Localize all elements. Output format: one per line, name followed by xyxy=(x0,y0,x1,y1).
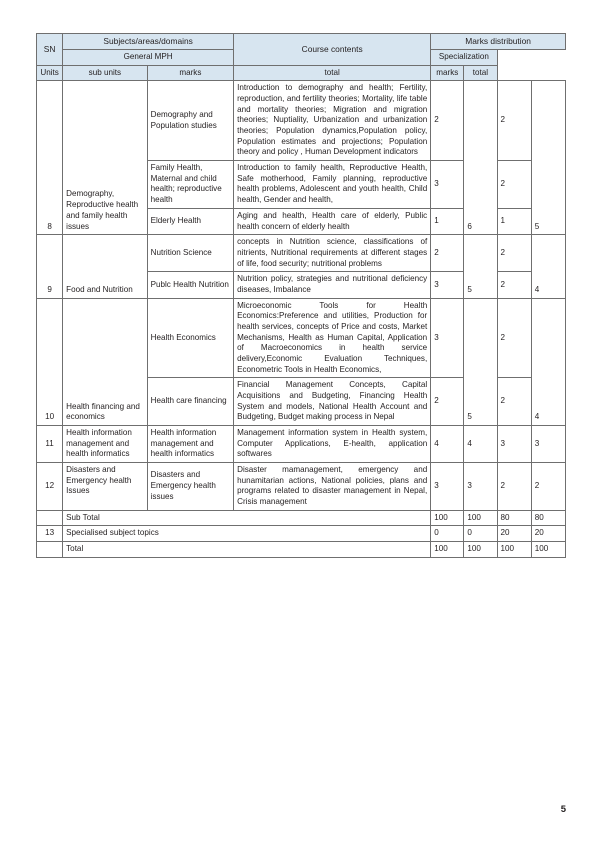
row-course-content: Nutrition policy, strategies and nutritional deficiency diseases, Imbalance xyxy=(234,272,431,298)
row-sn: 9 xyxy=(37,235,63,298)
summary-label: Total xyxy=(63,541,431,557)
row-general-mph-marks: 3 xyxy=(431,272,464,298)
header-sn: SN xyxy=(37,34,63,66)
row-general-mph-total: 6 xyxy=(464,81,497,235)
row-unit: Disasters and Emergency health Issues xyxy=(63,462,147,510)
row-general-mph-marks: 3 xyxy=(431,462,464,510)
header-specialization: Specialization xyxy=(431,50,497,66)
header-general-mph: General MPH xyxy=(63,50,234,66)
row-course-content: Aging and health, Health care of elderly, Public health concern of elderly health xyxy=(234,208,431,234)
row-general-mph-marks: 2 xyxy=(431,81,464,161)
row-specialization-marks: 2 xyxy=(497,161,531,209)
row-general-mph-total: 5 xyxy=(464,235,497,298)
header-specialization-marks: marks xyxy=(431,65,464,81)
row-sn: 11 xyxy=(37,425,63,462)
summary-specialization-marks: 100 xyxy=(497,541,531,557)
row-specialization-total: 5 xyxy=(531,81,565,235)
row-sub-unit: Health Economics xyxy=(147,298,234,378)
summary-row xyxy=(37,541,566,557)
row-specialization-marks: 3 xyxy=(497,425,531,462)
row-course-content: Management information system in Health system, Computer Applications, E-health, application softwares xyxy=(234,425,431,462)
row-specialization-marks: 2 xyxy=(497,462,531,510)
row-specialization-marks: 2 xyxy=(497,81,531,161)
header-subjects-areas-domains: Subjects/areas/domains xyxy=(63,34,234,50)
table-row xyxy=(37,298,566,378)
row-general-mph-marks: 1 xyxy=(431,208,464,234)
row-general-mph-marks: 3 xyxy=(431,161,464,209)
row-specialization-marks: 1 xyxy=(497,208,531,234)
row-course-content: concepts in Nutrition science, classifications of nitrients, Nutritional requirements at different stages of life, food security; nutritional problems xyxy=(234,235,431,272)
summary-label: Sub Total xyxy=(63,510,431,526)
row-course-content: Microeconomic Tools for Health Economics:Preference and utilities, Production for health services, concepts of Price and costs, Market Mechanisms, Health as Human Capital, Application of Macroeconomics in health service delivery,Economic Evaluation Techniques, Econometric Tools in Health Economics, xyxy=(234,298,431,378)
row-sub-unit: Health care financing xyxy=(147,378,234,426)
row-specialization-total: 4 xyxy=(531,298,565,425)
summary-general-mph-total: 100 xyxy=(464,510,497,526)
header-row-1 xyxy=(37,34,566,50)
header-specialization-total: total xyxy=(464,65,497,81)
row-specialization-total: 2 xyxy=(531,462,565,510)
row-sub-unit: Nutrition Science xyxy=(147,235,234,272)
row-specialization-marks: 2 xyxy=(497,378,531,426)
summary-general-mph-total: 0 xyxy=(464,526,497,542)
header-course-contents: Course contents xyxy=(234,34,431,66)
header-general-mph-marks: marks xyxy=(147,65,234,81)
row-general-mph-total: 4 xyxy=(464,425,497,462)
summary-general-mph-marks: 100 xyxy=(431,510,464,526)
table-body xyxy=(37,81,566,557)
row-sn: 12 xyxy=(37,462,63,510)
row-sub-unit: Publc Health Nutrition xyxy=(147,272,234,298)
summary-row xyxy=(37,510,566,526)
header-sub-units: sub units xyxy=(63,65,147,81)
row-unit: Health financing and economics xyxy=(63,298,147,425)
row-unit: Health information management and health informatics xyxy=(63,425,147,462)
header-units: Units xyxy=(37,65,63,81)
row-general-mph-marks: 3 xyxy=(431,298,464,378)
row-unit: Demography, Reproductive health and family health issues xyxy=(63,81,147,235)
summary-label: Specialised subject topics xyxy=(63,526,431,542)
row-sn: 8 xyxy=(37,81,63,235)
page-number: 5 xyxy=(560,804,566,815)
summary-specialization-total: 20 xyxy=(531,526,565,542)
syllabus-marks-distribution-table xyxy=(36,33,566,558)
row-course-content: Disaster mamanagement, emergency and hunamitarian actions, National policies, plans and programs related to disaster management in Nepal, Crisis management xyxy=(234,462,431,510)
summary-row xyxy=(37,526,566,542)
row-unit: Food and Nutrition xyxy=(63,235,147,298)
row-general-mph-total: 5 xyxy=(464,298,497,425)
summary-specialization-total: 80 xyxy=(531,510,565,526)
row-general-mph-marks: 2 xyxy=(431,378,464,426)
row-specialization-marks: 2 xyxy=(497,235,531,272)
summary-general-mph-total: 100 xyxy=(464,541,497,557)
summary-sn xyxy=(37,541,63,557)
row-sub-unit: Disasters and Emergency health issues xyxy=(147,462,234,510)
header-row-3 xyxy=(37,65,566,81)
row-specialization-marks: 2 xyxy=(497,298,531,378)
row-sn: 10 xyxy=(37,298,63,425)
row-specialization-total: 3 xyxy=(531,425,565,462)
row-course-content: Financial Management Concepts, Capital Acquisitions and Budgeting, Financing Health System and models, National Health Account and Budgeting, Budget making process in Nepal xyxy=(234,378,431,426)
table-row xyxy=(37,462,566,510)
header-marks-distribution: Marks distribution xyxy=(431,34,566,50)
table-row xyxy=(37,425,566,462)
row-general-mph-total: 3 xyxy=(464,462,497,510)
row-sub-unit: Health information management and health informatics xyxy=(147,425,234,462)
summary-sn xyxy=(37,510,63,526)
row-specialization-total: 4 xyxy=(531,235,565,298)
row-course-content: Introduction to demography and health; Fertility, reproduction, and fertility theories; Mortality, life table and mortality theories; Migration and migration theories; Nuptiality, Urbanization and urbanization theories; Population dynamics,Population policy, Population estimates and projections; Population theory and policy , Human Development indicators xyxy=(234,81,431,161)
table-row xyxy=(37,81,566,161)
row-sub-unit: Family Health, Maternal and child health; reproductive health xyxy=(147,161,234,209)
row-sub-unit: Elderly Health xyxy=(147,208,234,234)
row-sub-unit: Demography and Population studies xyxy=(147,81,234,161)
summary-general-mph-marks: 0 xyxy=(431,526,464,542)
summary-specialization-marks: 20 xyxy=(497,526,531,542)
row-general-mph-marks: 4 xyxy=(431,425,464,462)
table-header xyxy=(37,34,566,81)
table-row xyxy=(37,235,566,272)
summary-specialization-total: 100 xyxy=(531,541,565,557)
header-general-mph-total: total xyxy=(234,65,431,81)
summary-general-mph-marks: 100 xyxy=(431,541,464,557)
summary-specialization-marks: 80 xyxy=(497,510,531,526)
row-specialization-marks: 2 xyxy=(497,272,531,298)
summary-sn: 13 xyxy=(37,526,63,542)
row-general-mph-marks: 2 xyxy=(431,235,464,272)
row-course-content: Introduction to family health, Reproductive Health, Safe motherhood, Family planning, reproductive health problems, Adolescent and youth health, Child health, Gender and health, xyxy=(234,161,431,209)
